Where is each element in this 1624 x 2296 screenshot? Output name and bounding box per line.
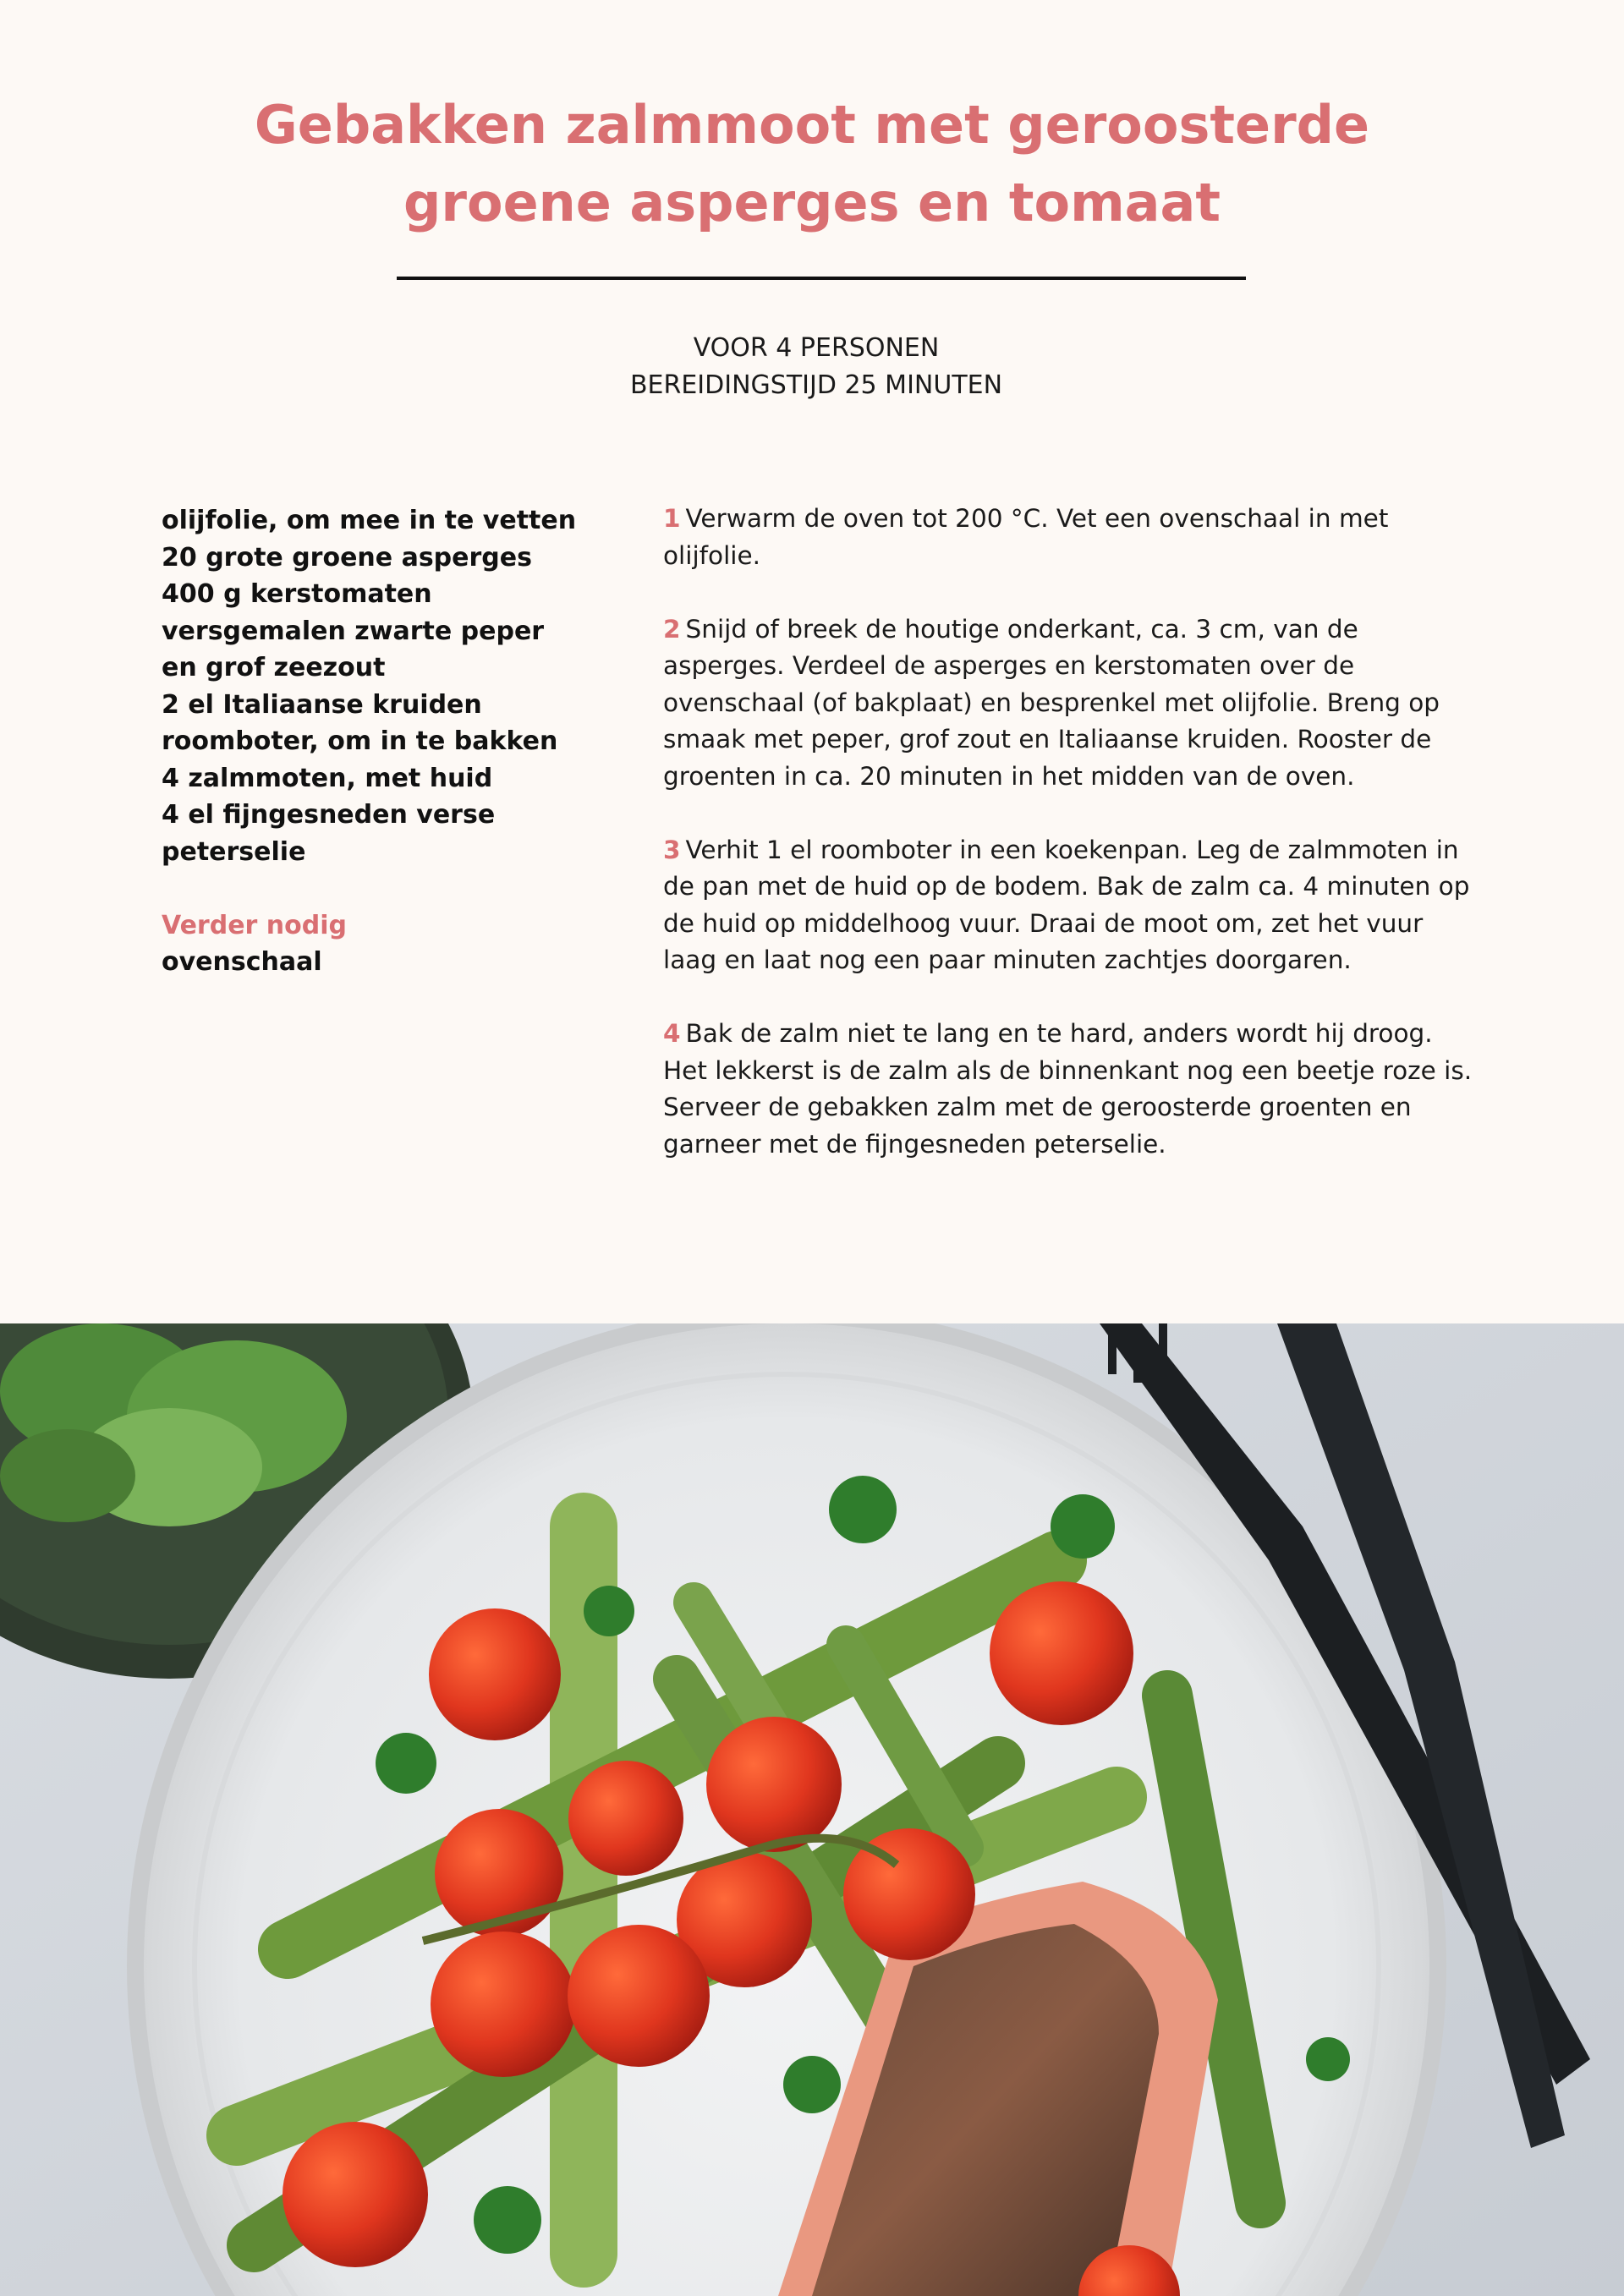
ingredient-item: olijfolie, om mee in te vetten (162, 506, 577, 535)
step-text: Verwarm de oven tot 200 °C. Vet een ovenschaal in met olijfolie. (663, 504, 1389, 570)
step-number: 2 (663, 614, 681, 644)
recipe-meta (0, 330, 1624, 404)
step-1 (663, 501, 1475, 574)
ingredient-item: 4 zalmmoten, met huid (162, 763, 493, 793)
ingredient-item: peterselie (162, 836, 306, 867)
extra-needed-heading: Verder nodig (162, 910, 347, 940)
ingredient-item: roomboter, om in te bakken (162, 726, 558, 756)
recipe-title (0, 86, 1624, 242)
step-text: Snijd of breek de houtige onderkant, ca. 3 cm, van de asperges. Verdeel de asperges en kerstomaten over de ovenschaal (of bakplaat) en besprenkel met olijfolie. Breng op smaak met peper, grof zout en Italiaanse kruiden. Rooster de groenten in ca. 20 minuten in het midden van de oven. (663, 614, 1440, 791)
method-steps (663, 501, 1475, 1200)
spacer (162, 870, 635, 907)
step-text: Verhit 1 el roomboter in een koekenpan. Leg de zalmmoten in de pan met de huid op de bodem. Bak de zalm ca. 4 minuten op de huid op middelhoog vuur. Draai de moot om, zet het vuur laag en laat nog een paar minuten zachtjes doorgaren. (663, 835, 1470, 974)
step-number: 3 (663, 835, 681, 864)
ingredient-item: en grof zeezout (162, 653, 386, 682)
ingredient-list (162, 502, 635, 981)
recipe-title-line-1: Gebakken zalmmoot met geroosterde (254, 94, 1370, 156)
ingredient-item: versgemalen zwarte peper (162, 616, 545, 646)
prep-time: BEREIDINGSTIJD 25 MINUTEN (629, 370, 1003, 400)
step-number: 1 (663, 504, 681, 533)
ingredient-item: 4 el fijngesneden verse (162, 800, 496, 830)
ingredient-item: 2 el Italiaanse kruiden (162, 689, 482, 720)
step-3 (663, 832, 1475, 979)
step-number: 4 (663, 1019, 681, 1048)
step-4 (663, 1016, 1475, 1163)
ingredient-item: 20 grote groene asperges (162, 542, 532, 573)
step-text: Bak de zalm niet te lang en te hard, anders wordt hij droog. Het lekkerst is de zalm als de binnenkant nog een beetje roze is. Serveer de gebakken zalm met de geroosterde groenten en garneer met de fijngesneden peterselie. (663, 1019, 1473, 1159)
servings: VOOR 4 PERSONEN (693, 333, 940, 363)
extra-needed-item: ovenschaal (162, 947, 322, 977)
dish-photo (0, 1323, 1624, 2296)
recipe-title-line-2: groene asperges en tomaat (403, 172, 1221, 233)
title-divider (397, 277, 1246, 280)
step-2 (663, 611, 1475, 796)
ingredient-item: 400 g kerstomaten (162, 579, 432, 609)
